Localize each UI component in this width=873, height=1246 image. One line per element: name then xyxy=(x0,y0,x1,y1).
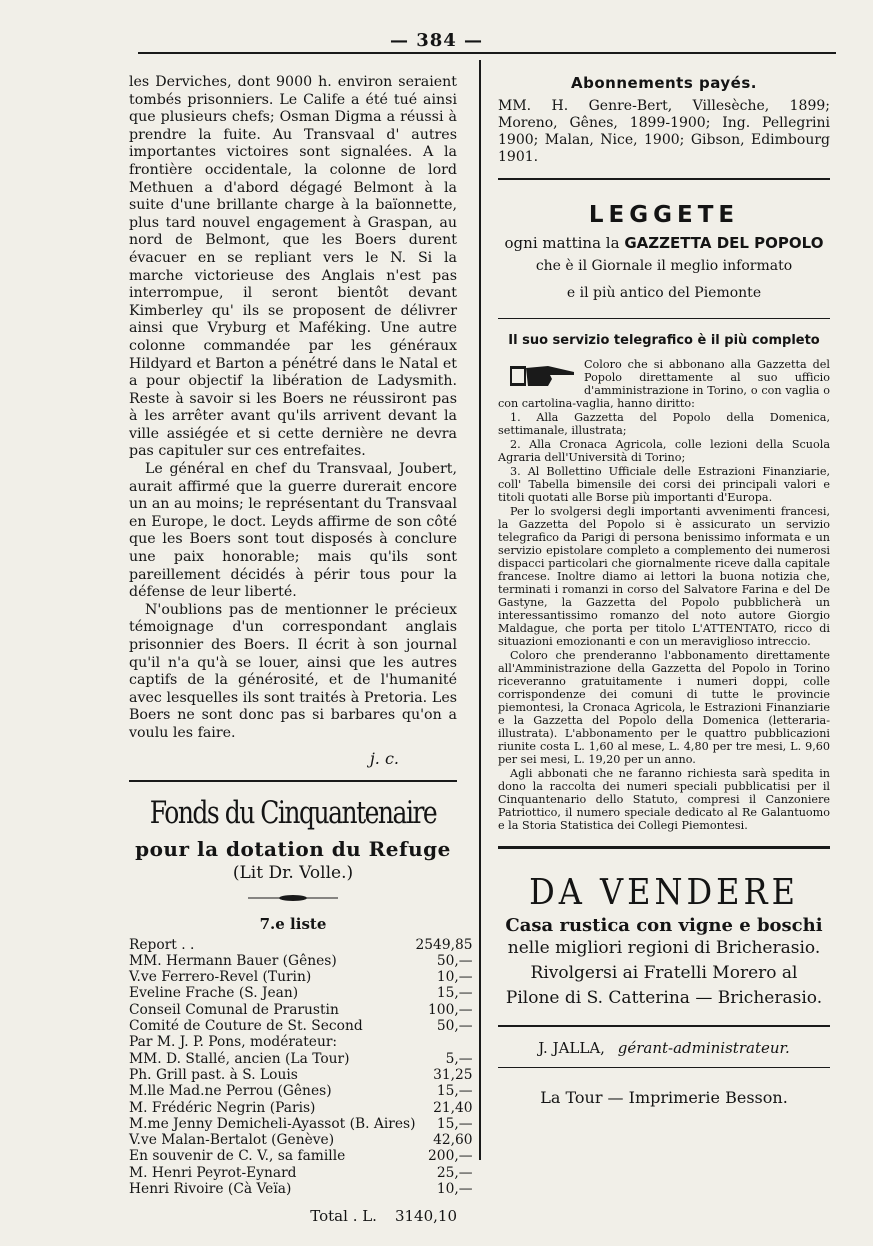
donor-row xyxy=(129,969,473,985)
donor-amount: 2549,85 xyxy=(415,936,473,953)
donor-row xyxy=(129,1100,473,1116)
donor-amount: 200,— xyxy=(428,1148,473,1165)
liste-title: 7.e liste xyxy=(259,914,327,933)
total-row xyxy=(129,1207,457,1225)
donor-name: M. Frédéric Negrin (Paris) xyxy=(129,1099,316,1116)
section-rule xyxy=(498,178,830,180)
donor-name: En souvenir de C. V., sa famille xyxy=(129,1148,346,1165)
article-paragraph: les Derviches, dont 9000 h. environ seraient tombés prisonniers. Le Calife a été tué ainsi que plusieurs chefs; Osman Digma a réussi à prendre la fuite. Au Transvaal d' autres importantes victoires sont signalées. A la frontière occidentale, la colonne de lord Methuen a d'abord dégagé Belmont à la suite d'une brillante charge à la baïonnette, plus tard nouvel engagement à Graspan, au nord de Belmont, que les Boers durent évacuer en se repliant vers le N. Si la marche victorieuse des Anglais n'est pas interrompue, il seront bientôt devant Kimberley qu' ils se proposent de délivrer ainsi que Vryburg et Maféking. Une autre colonne commandée par les généraux Hildyard et Barton a pénétré dans le Natal et a pour objectif la libération de Ladysmith. Reste à savoir si les Boers ne réussiront pas à les arrêter avant qu'ils arrivent devant la ville assiégée et si cette dernière ne devra pas capituler sur ces entrefaites. xyxy=(129,74,457,460)
donor-name: Comité de Couture de St. Second xyxy=(129,1018,363,1035)
page-number: — 384 — xyxy=(389,30,484,51)
article-signature: j. c. xyxy=(369,748,399,768)
gerant-title: gérant-administrateur. xyxy=(617,1039,790,1057)
gerant-line xyxy=(498,1039,830,1057)
gazzetta-line-3: e il più antico del Piemonte xyxy=(566,285,762,301)
section-rule xyxy=(498,318,830,319)
donor-row xyxy=(129,1116,473,1132)
donor-row xyxy=(129,1181,473,1197)
donor-name: Eveline Frache (S. Jean) xyxy=(129,985,299,1002)
vendere-title: DA VENDERE xyxy=(529,871,799,913)
ad-paragraph: 1. Alla Gazzetta del Popolo della Domenica, settimanale, illustrata; xyxy=(498,411,830,437)
donor-amount: 10,— xyxy=(436,969,473,986)
total-label: Total . L. xyxy=(310,1207,377,1226)
donor-name: MM. D. Stallé, ancien (La Tour) xyxy=(129,1050,350,1067)
donor-row xyxy=(129,1018,473,1034)
fonds-section xyxy=(129,793,473,1226)
ad-paragraph: Coloro che prenderanno l'abbonamento direttamente all'Amministrazione della Gazzetta del Popolo in Torino riceveranno gratuitamente i numeri doppi, colle corrispondenze dei comuni di tutte le provincie piemontesi, la Cronaca Agricola, le Estrazioni Finanziarie e la Gazzetta del Popolo della Domenica (letteraria-illustrata). L'abbonamento per le quattro pubblicazioni riunite costa L. 1,60 al mese, L. 4,80 per tre mesi, L. 9,60 per sei mesi, L. 19,20 per un anno. xyxy=(498,649,830,766)
donor-row xyxy=(129,953,473,969)
donor-name: Ph. Grill past. à S. Louis xyxy=(129,1066,298,1083)
ad-paragraph: 3. Al Bollettino Ufficiale delle Estrazioni Finanziarie, coll' Tabella bimensile dei corsi dei principali valori e titoli quotati alle Borse più importanti d'Europa. xyxy=(498,465,830,504)
donor-name: M.me Jenny Demicheli-Ayassot (B. Aires) xyxy=(129,1115,416,1132)
article-paragraph: N'oublions pas de mentionner le précieux témoignage d'un correspondant anglais prisonnier des Boers. Il écrit à son journal qu'il n'a qu'à se louer, ainsi que les autres captifs de la générosité, et de l'humanité avec lesquelles ils sont traités à Pretoria. Les Boers ne sont donc pas si barbares qu'on a voulu les faire. xyxy=(129,601,457,741)
section-rule xyxy=(498,1067,830,1068)
donor-row xyxy=(129,1034,473,1050)
total-value: 3140,10 xyxy=(394,1207,457,1226)
pointing-hand-icon xyxy=(508,360,576,390)
donor-amount: 15,— xyxy=(436,1115,473,1132)
fonds-subtitle: pour la dotation du Refuge xyxy=(135,836,451,861)
vendere-line-4: Pilone di S. Catterina — Bricherasio. xyxy=(505,988,823,1008)
donor-amount: 42,60 xyxy=(433,1132,473,1149)
section-rule xyxy=(498,846,830,849)
gerant-name: J. JALLA, xyxy=(538,1039,605,1057)
donor-row xyxy=(129,937,473,953)
donor-name: Conseil Comunal de Prarustin xyxy=(129,1001,339,1018)
right-column xyxy=(498,74,830,1107)
donor-name: Henri Rivoire (Cà Veïa) xyxy=(129,1181,292,1198)
donor-name: V.ve Ferrero-Revel (Turin) xyxy=(129,969,312,986)
servizio-heading: Il suo servizio telegrafico è il più completo xyxy=(508,333,820,348)
ad-paragraph: Per lo svolgersi degli importanti avvenimenti francesi, la Gazzetta del Popolo si è assicurato un servizio telegrafico da Parigi di persona benissimo informata e un servizio epistolare completo a complemento dei numerosi dispacci particolari che giornalmente riceve dalla capitale francese. Inoltre diamo ai lettori la buona notizia che, terminati i romanzi in corso del Salvatore Farina e del De Gastyne, la Gazzetta del Popolo pubblicherà un interessantissimo romanzo del noto autore Giorgio Maldague, che porta per titolo L'ATTENTATO, ricco di situazioni emozionanti e con un meraviglioso intreccio. xyxy=(498,505,830,648)
ad-paragraph: Agli abbonati che ne faranno richiesta sarà spedita in dono la raccolta dei numeri speciali pubblicatisi per il Cinquantenario dello Statuto, compresi il Canzoniere Patriottico, il numero speciale dedicato al Re Galantuomo e la Storia Statistica dei Collegi Piemontesi. xyxy=(498,767,830,832)
fonds-title: Fonds du Cinquantenaire xyxy=(149,793,437,831)
donor-amount: 10,— xyxy=(436,1181,473,1198)
donor-row xyxy=(129,1051,473,1067)
donor-name: Report . . xyxy=(129,936,195,953)
donor-amount xyxy=(416,1034,473,1050)
ad-paragraph: Coloro che si abbonano alla Gazzetta del Popolo direttamente al suo ufficio d'amministrazione in Torino, o con vaglia o con cartolina-vaglia, hanno diritto: xyxy=(498,358,830,410)
donor-amount: 100,— xyxy=(428,1001,473,1018)
gazzetta-prefix: ogni mattina la xyxy=(504,234,620,252)
donor-amount: 21,40 xyxy=(433,1099,473,1116)
leggete-heading: LEGGETE xyxy=(588,202,740,228)
fonds-lit: (Lit Dr. Volle.) xyxy=(232,862,354,883)
donor-amount: 25,— xyxy=(436,1164,473,1181)
donor-row xyxy=(129,1132,473,1148)
donor-row xyxy=(129,1067,473,1083)
gazzetta-line-2: che è il Giornale il meglio informato xyxy=(535,258,793,274)
donor-name: M. Henri Peyrot-Eynard xyxy=(129,1164,297,1181)
vendere-line-2: nelle migliori regioni di Bricherasio. xyxy=(507,938,821,958)
gazzetta-name: GAZZETTA DEL POPOLO xyxy=(624,234,824,252)
donor-amount: 50,— xyxy=(436,952,473,969)
vendere-line-3: Rivolgersi ai Fratelli Morero al xyxy=(530,963,798,983)
donor-name: Par M. J. P. Pons, modérateur: xyxy=(129,1034,338,1051)
article-paragraph: Le général en chef du Transvaal, Joubert, aurait affirmé que la guerre durerait encore un an au moins; le représentant du Transvaal en Europe, le doct. Leyds affirme de son côté que les Boers sont tout disposés à conclure une paix honorable; mais qu'ils sont pareillement décidés à périr tous pour la défense de leur liberté. xyxy=(129,461,457,601)
donor-name: MM. Hermann Bauer (Gênes) xyxy=(129,952,337,969)
section-rule xyxy=(498,1025,830,1027)
donor-row xyxy=(129,1002,473,1018)
header-rule xyxy=(138,52,836,54)
ornament-rule-icon xyxy=(248,894,338,902)
gazzetta-ad-body xyxy=(498,358,830,832)
donor-row xyxy=(129,985,473,1001)
left-column xyxy=(129,74,473,1226)
vendere-line-1: Casa rustica con vigne e boschi xyxy=(505,915,823,936)
donor-amount: 5,— xyxy=(445,1050,473,1067)
abonnements-text: MM. H. Genre-Bert, Villesèche, 1899; Moreno, Gênes, 1899-1900; Ing. Pellegrini 1900; Malan, Nice, 1900; Gibson, Edimbourg 1901. xyxy=(498,98,830,165)
donor-amount: 15,— xyxy=(436,985,473,1002)
donor-row xyxy=(129,1148,473,1164)
gazzetta-line xyxy=(498,234,830,252)
donor-row xyxy=(129,1083,473,1099)
column-divider xyxy=(479,60,481,1160)
donor-row xyxy=(129,1165,473,1181)
donor-name: M.lle Mad.ne Perrou (Gênes) xyxy=(129,1083,332,1100)
abonnements-title: Abonnements payés. xyxy=(571,74,757,92)
ad-paragraph: 2. Alla Cronaca Agricola, colle lezioni della Scuola Agraria dell'Università di Torino; xyxy=(498,438,830,464)
donor-amount: 31,25 xyxy=(433,1066,473,1083)
imprimerie-line: La Tour — Imprimerie Besson. xyxy=(540,1088,788,1107)
donor-amount: 50,— xyxy=(436,1018,473,1035)
vendere-section xyxy=(498,873,830,1011)
donor-table xyxy=(129,937,473,1198)
donor-amount: 15,— xyxy=(436,1083,473,1100)
section-rule xyxy=(129,780,457,782)
donor-name: V.ve Malan-Bertalot (Genève) xyxy=(129,1132,335,1149)
ornament-divider xyxy=(129,891,457,905)
article-body xyxy=(129,74,457,743)
